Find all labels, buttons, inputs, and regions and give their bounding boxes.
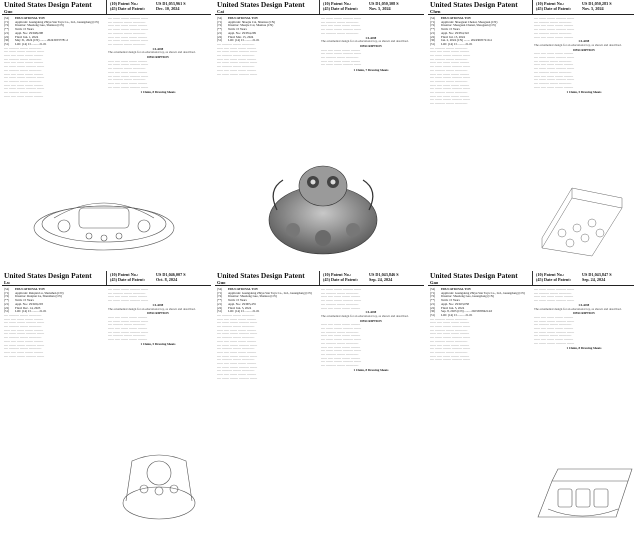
loc-class: LOC (14) Cl. ........ 21-01 — [228, 310, 260, 314]
claim-text: The ornamental design for an educational toy, as shown and described. — [321, 313, 409, 318]
patent-no-label: (10) Patent No.: — [536, 1, 565, 6]
priority: May 31, 2024 (CN) ........ 202430337781.2 — [15, 39, 69, 43]
filed: Filed: Dec. 14, 2023 — [15, 306, 41, 310]
inventor: Inventor: Shaoguan Chenai, Shaoguan (CN) — [441, 24, 496, 28]
patent-date: Sep. 24, 2024 — [582, 277, 606, 283]
loc-class: LOC (14) Cl. ........ 21-01 — [441, 42, 473, 46]
claim-text: The ornamental design for an educational toy, as shown and described. — [534, 306, 622, 311]
patent-no-label: (10) Patent No.: — [110, 272, 139, 277]
patent-no-label: (10) Patent No.: — [536, 272, 565, 277]
product-title: EDUCATIONAL TOY — [15, 17, 46, 20]
patent-header — [215, 271, 424, 286]
claim-text: The ornamental design for an educational toy, as shown and described. — [108, 50, 196, 55]
loc-class: LOC (14) Cl. ........ 21-01 — [228, 39, 260, 43]
claims-drawings: 1 Claim, 5 Drawing Sheets — [140, 342, 176, 347]
doc-title: United States Design Patent — [4, 271, 92, 280]
patent-no-label: (10) Patent No.: — [110, 1, 139, 6]
appl-no: Appl. No.: 29/923,058 — [441, 302, 469, 306]
patent-page-1: United States Design Patent Guo (10) Patent No.: US D1,053,961 S (45) Date of Patent: Dec. 10, 2024 (54) EDUCATIONAL TOY (71) Applicant: Guangdong Zhiyu Star Toys Co., Ltd., Guangdong (CN) (72) Inventor: Shaofeng Guo, Shantou (CN) (**) Term: 15 Years (21) Appl. No.: 29/948,298 (22) Filed: Jun. 1, 2024 (30) May 31, 2024 (CN) ........ 202430337781.2 (51) LOC (14) Cl. ........ 21-01 ---- ---------- -------- ------------ ---- ------- -------- ---------- ------- ------ ----- ------- -------- --------- ---- ---------- -------- ------------ ------ ----- ------- -------- --------- ---- ------- -------- ---------- ------- ---- ---------- -------- ------------ ------ ----- ------- -------- --------- ---- ------- -------- ---------- ------- ---- ---------- -------- ------------ ------ ----- ------- -------- --------- ---- ------- -------- ---------- ------- ---- ---------- -------- ------------ ------ ----- ------- -------- --------- ---- ------- -------- ---------- ------- ---- ---------- -------- ------------ ------ ----- ------- -------- --------- ---- ------- -------- ---------- ------- ---- ---------- -------- ------------ ------ ----- ------- -------- --------- ---- ------- -------- ---------- ------- ---- ---------- -------- ------------ CLAIM The ornamental design for an educational toy, as shown and described. DESCRIPTION ------ ----- ------- -------- --------- ---- ------- -------- ---------- ------- ---- ---------- -------- ------------ ------ ----- ------- -------- --------- ---- ------- -------- ---------- ------- ---- ---------- -------- ------------ ------ ----- ------- -------- --------- ---- ------- -------- ---------- ------- 1 Claim, 8 Drawing Sheets — [2, 0, 211, 263]
appl-no: Appl. No.: 29/905,455 — [228, 302, 256, 306]
patent-header — [215, 0, 424, 15]
patent-no-label: (10) Patent No.: — [323, 1, 352, 6]
loc-class: LOC (14) Cl. ........ 21-01 — [441, 313, 473, 317]
appl-no: Appl. No.: 29/929,203 — [15, 302, 43, 306]
patent-page-6: United States Design Patent Gao (10) Patent No.: US D1,043,847 S (45) Date of Patent: Sep. 24, 2024 (54) EDUCATIONAL TOY (71) Applicant: Guangdong Zhiyu Star Toys Co., Ltd., Guangdong (CN) (72) Inventor: Shaofeng Gao, Guangdong (CN) (**) Term: 15 Years (21) Appl. No.: 29/923,058 (22) Filed: Jun. 5, 2024 (30) Sep. 8, 2023 (CN) ........ 202330584214.0 (51) LOC (14) Cl. ........ 21-01 ---- ---------- -------- ------------ ------ ----- ------- -------- --------- ---- ------- -------- ---------- ------- ---- ---------- -------- ------------ ------ ----- ------- -------- --------- ---- ------- -------- ---------- ------- ---- ---------- -------- ------------ ------ ----- ------- -------- --------- ---- ------- -------- ---------- ------- ---- ---------- -------- ------------ ------ ----- ------- -------- --------- ---- ------- -------- ---------- ------- ---- ------- -------- ---------- ------- ---- ---------- -------- ------------ ------ ----- ------- -------- --------- ---- ------- -------- ---------- ------- CLAIM The ornamental design for an educational toy, as shown and described. DESCRIPTION ------ ----- ------- -------- --------- ---- ------- -------- ---------- ------- ---- ---------- -------- ------------ ------ ----- ------- -------- --------- ---- ------- -------- ---------- ------- ---- ---------- -------- ------------ ------ ----- ------- -------- --------- ---- ------- -------- ---------- ------- 1 Claim, 8 Drawing Sheets — [428, 271, 634, 534]
description-heading: DESCRIPTION — [360, 318, 382, 323]
inventor-header: Guo — [217, 279, 226, 285]
inventor-header: Cai — [217, 8, 224, 14]
claims-drawings: 1 Claim, 8 Drawing Sheets — [140, 89, 176, 94]
filed: Filed: Mar. 15, 2024 — [228, 35, 254, 39]
description-heading: DESCRIPTION — [147, 311, 169, 316]
patent-header — [2, 0, 211, 15]
claim-heading: CLAIM — [365, 310, 377, 315]
patent-header — [428, 0, 634, 15]
claim-text: The ornamental design for an educational toy, as shown and described. — [321, 39, 409, 44]
claims-drawings: 1 Claim, 7 Drawing Sheets — [353, 67, 389, 72]
patent-number: US D1,046,007 S — [156, 272, 186, 277]
loc-class: LOC (14) Cl. ........ 21-01 — [15, 310, 47, 314]
patent-page-3: United States Design Patent Chen (10) Patent No.: US D1,050,283 S (45) Date of Patent: Nov. 5, 2024 (54) EDUCATIONAL TOY (71) Applicant: Shaoguan Chenai, Shaoguan (CN) (72) Inventor: Shaoguan Chenai, Shaoguan (CN) (**) Term: 15 Years (21) Appl. No.: 29/954,322 (22) Filed: Jul. 13, 2024 (30) Jan. 2, 2024 (CN) ........ 202430057210.4 (51) LOC (14) Cl. ........ 21-01 ---- ---------- -------- ------------ ------ ----- ------- -------- --------- ---- ------- -------- ---------- ------- ---- ---------- -------- ------------ ------ ----- ------- -------- --------- ---- ------- -------- ---------- ------- ---- ---------- -------- ------------ ------ ----- ------- -------- --------- ---- ------- -------- ---------- ------- ---- ---------- -------- ------------ ------ ----- ------- -------- --------- ---- ------- -------- ---------- ------- ---- ---------- -------- ------------ ------ ----- ------- -------- --------- ---- ------- -------- ---------- ------- ---- ---------- -------- ------------ ---- ------- -------- ---------- ------- ---- ---------- -------- ------------ ------ ----- ------- -------- --------- ---- ------- -------- ---------- ------- ---- ---------- -------- ------------ ------ ----- ------- -------- --------- CLAIM The ornamental design for an educational toy, as shown and described. DESCRIPTION ------ ----- ------- -------- --------- ---- ------- -------- ---------- ------- ---- ---------- -------- ------------ ------ ----- ------- -------- --------- ---- ------- -------- ---------- ------- ---- ---------- -------- ------------ ------ ----- ------- -------- --------- ---- ------- -------- ---------- ------- ---- ---------- -------- ------------ ------ ----- ------- -------- --------- 1 Claim, 5 Drawing Sheets — [428, 0, 634, 263]
inventor: Inventor: Shaofeng Gao, Guangdong (CN) — [441, 295, 494, 299]
product-title: EDUCATIONAL TOY — [441, 288, 472, 291]
filed: Filed: Jun. 1, 2024 — [15, 35, 39, 39]
filed: Filed: Jun. 5, 2024 — [441, 306, 465, 310]
patent-no-label: (10) Patent No.: — [323, 272, 352, 277]
claim-heading: CLAIM — [152, 302, 164, 307]
patent-page-4: United States Design Patent Lu (10) Patent No.: US D1,046,007 S (45) Date of Patent: Oct. 8, 2024 (54) EDUCATIONAL TOY (71) Applicant: Ruiqian Lu, Shenzhen (CN) (72) Inventor: Ruiqian Lu, Shenzhen (CN) (**) Term: 15 Years (21) Appl. No.: 29/929,203 (22) Filed: Dec. 14, 2023 (51) LOC (14) Cl. ........ 21-01 ---- ---------- -------- ------------ ------ ----- ------- -------- --------- ---- ------- -------- ---------- ------- ---- ---------- -------- ------------ ------ ----- ------- -------- --------- ---- ------- -------- ---------- ------- ---- ---------- -------- ------------ ------ ----- ------- -------- --------- ---- ------- -------- ---------- ------- ---- ---------- -------- ------------ ------ ----- ------- -------- --------- ---- ------- -------- ---------- ------- ---- ------- -------- ---------- ------- ---- ---------- -------- ------------ ------ ----- ------- -------- --------- ---- ------- -------- ---------- ------- CLAIM The ornamental design for an educational toy, as shown and described. DESCRIPTION ------ ----- ------- -------- --------- ---- ------- -------- ---------- ------- ---- ---------- -------- ------------ ------ ----- ------- -------- --------- ---- ------- -------- ---------- ------- ---- ---------- -------- ------------ ------ ----- ------- -------- --------- 1 Claim, 5 Drawing Sheets — [2, 271, 211, 534]
patent-date: Dec. 10, 2024 — [156, 6, 180, 12]
date-label: (45) Date of Patent: — [110, 277, 145, 283]
inventor-header: Lu — [4, 279, 10, 285]
applicant: Applicant: Shaojie Cai, Shantou (CN) — [228, 20, 276, 24]
applicant: Applicant: Shaoguan Chenai, Shaoguan (CN) — [441, 20, 498, 24]
description-heading: DESCRIPTION — [573, 311, 595, 316]
inventor-header: Gao — [430, 279, 439, 285]
term: Term: 15 Years — [15, 28, 34, 32]
patent-date: Sep. 24, 2024 — [369, 277, 393, 283]
toy-drawing — [263, 150, 383, 260]
inventor: Inventor: Shaojie Cai, Shantou (CN) — [228, 24, 274, 28]
patent-page-5: United States Design Patent Guo (10) Patent No.: US D1,043,846 S (45) Date of Patent: Sep. 24, 2024 (54) EDUCATIONAL TOY (71) Applicant: Guangdong Zhiyu Star Toys Co., Ltd., Guangdong (CN) (72) Inventor: Shaofeng Guo, Shantou (CN) (**) Term: 15 Years (21) Appl. No.: 29/905,455 (22) Filed: Jun. 5, 2024 (51) LOC (14) Cl. ........ 21-01 ---- ---------- -------- ------------ ------ ----- ------- -------- --------- ---- ------- -------- ---------- ------- ---- ---------- -------- ------------ ------ ----- ------- -------- --------- ---- ------- -------- ---------- ------- ---- ---------- -------- ------------ ------ ----- ------- -------- --------- ---- ------- -------- ---------- ------- ---- ---------- -------- ------------ ------ ----- ------- -------- --------- ---- ------- -------- ---------- ------- ---- ---------- -------- ------------ ------ ----- ------- -------- --------- ---- ------- -------- ---------- ------- ---- ---------- -------- ------------ ------ ----- ------- -------- --------- ---- ------- -------- ---------- ------- ---- ------- -------- ---------- ------- ---- ---------- -------- ------------ ------ ----- ------- -------- --------- ---- ------- -------- ---------- ------- ---- ---------- -------- ------------ ------ ----- ------- -------- --------- CLAIM The ornamental design for an educational toy, as shown and described. DESCRIPTION ------ ----- ------- -------- --------- ---- ------- -------- ---------- ------- ---- ---------- -------- ------------ ------ ----- ------- -------- --------- ---- ------- -------- ---------- ------- ---- ---------- -------- ------------ ------ ----- ------- -------- --------- ---- ------- -------- ---------- ------- ---- ---------- -------- ------------ ------ ----- ------- -------- --------- ---- ------- -------- ---------- ------- ---- ---------- -------- ------------ 1 Claim, 8 Drawing Sheets — [215, 271, 424, 534]
date-label: (45) Date of Patent: — [323, 277, 358, 283]
loc-class: LOC (14) Cl. ........ 21-01 — [15, 42, 47, 46]
patent-date: Oct. 8, 2024 — [156, 277, 178, 283]
appl-no: Appl. No.: 29/948,298 — [15, 31, 43, 35]
term: Term: 15 Years — [441, 28, 460, 32]
toy-drawing — [532, 178, 632, 258]
date-label: (45) Date of Patent: — [110, 6, 145, 12]
claims-drawings: 1 Claim, 8 Drawing Sheets — [566, 346, 602, 351]
description-heading: DESCRIPTION — [360, 43, 382, 48]
claim-text: The ornamental design for an educational toy, as shown and described. — [108, 306, 196, 311]
inventor: Inventor: Ruiqian Lu, Shenzhen (CN) — [15, 295, 62, 299]
inventor: Inventor: Shaofeng Guo, Shantou (CN) — [15, 24, 64, 28]
claim-text: The ornamental design for an educational toy, as shown and described. — [534, 42, 622, 47]
patent-number: US D1,053,961 S — [156, 1, 186, 6]
description-heading: DESCRIPTION — [147, 55, 169, 60]
applicant: Applicant: Guangdong Zhiyu Star Toys Co., Ltd., Guangdong (CN) — [228, 291, 312, 295]
patent-date: Nov. 5, 2024 — [369, 6, 391, 12]
claims-drawings: 1 Claim, 8 Drawing Sheets — [353, 368, 389, 373]
claim-heading: CLAIM — [578, 39, 590, 44]
product-title: EDUCATIONAL TOY — [15, 288, 46, 291]
doc-title: United States Design Patent — [217, 0, 305, 9]
applicant: Applicant: Guangdong Zhiyu Star Toys Co., Ltd., Guangdong (CN) — [15, 20, 99, 24]
doc-title: United States Design Patent — [4, 0, 92, 9]
patent-number: US D1,043,847 S — [582, 272, 612, 277]
doc-title: United States Design Patent — [430, 271, 518, 280]
patent-header — [428, 271, 634, 286]
applicant: Applicant: Ruiqian Lu, Shenzhen (CN) — [15, 291, 64, 295]
appl-no: Appl. No.: 29/954,322 — [441, 31, 469, 35]
patent-date: Nov. 5, 2024 — [582, 6, 604, 12]
patent-header — [2, 271, 211, 286]
claim-heading: CLAIM — [365, 35, 377, 40]
filed: Filed: Jul. 13, 2024 — [441, 35, 465, 39]
filed: Filed: Jun. 5, 2024 — [228, 306, 252, 310]
claims-drawings: 1 Claim, 5 Drawing Sheets — [566, 89, 602, 94]
product-title: EDUCATIONAL TOY — [228, 17, 259, 20]
product-title: EDUCATIONAL TOY — [228, 288, 259, 291]
term: Term: 15 Years — [228, 28, 247, 32]
date-label: (45) Date of Patent: — [536, 277, 571, 283]
priority: Jan. 2, 2024 (CN) ........ 202430057210.4 — [441, 39, 492, 43]
term: Term: 15 Years — [228, 299, 247, 303]
inventor: Inventor: Shaofeng Guo, Shantou (CN) — [228, 295, 277, 299]
toy-drawing — [24, 178, 184, 258]
doc-title: United States Design Patent — [430, 0, 518, 9]
patent-number: US D1,043,846 S — [369, 272, 399, 277]
date-label: (45) Date of Patent: — [323, 6, 358, 12]
claim-heading: CLAIM — [578, 302, 590, 307]
priority: Sep. 8, 2023 (CN) ........ 202330584214.0 — [441, 310, 493, 314]
toy-drawing — [114, 441, 204, 531]
product-title: EDUCATIONAL TOY — [441, 17, 472, 20]
date-label: (45) Date of Patent: — [536, 6, 571, 12]
inventor-header: Guo — [4, 8, 13, 14]
description-heading: DESCRIPTION — [573, 47, 595, 52]
claim-heading: CLAIM — [152, 46, 164, 51]
patent-number: US D1,050,308 S — [369, 1, 399, 6]
toy-drawing — [532, 459, 634, 529]
inventor-header: Chen — [430, 8, 441, 14]
term: Term: 15 Years — [441, 299, 460, 303]
patent-number: US D1,050,283 S — [582, 1, 612, 6]
patent-page-2: United States Design Patent Cai (10) Patent No.: US D1,050,308 S (45) Date of Patent: Nov. 5, 2024 (54) EDUCATIONAL TOY (71) Applicant: Shaojie Cai, Shantou (CN) (72) Inventor: Shaojie Cai, Shantou (CN) (**) Term: 15 Years (21) Appl. No.: 29/954,299 (22) Filed: Mar. 15, 2024 (51) LOC (14) Cl. ........ 21-01 ---- ---------- -------- ------------ ------ ----- ------- -------- --------- ---- ------- -------- ---------- ------- ---- ---------- -------- ------------ ------ ----- ------- -------- --------- ---- ------- -------- ---------- ------- ---- ---------- -------- ------------ ------ ----- ------- -------- --------- ---- ------- -------- ---------- ------- ---- ------- -------- ---------- ------- ---- ---------- -------- ------------ ------ ----- ------- -------- --------- ---- ------- -------- ---------- ------- ---- ---------- -------- ------------ CLAIM The ornamental design for an educational toy, as shown and described. DESCRIPTION ------ ----- ------- -------- --------- ---- ------- -------- ---------- ------- ---- ---------- -------- ------------ ------ ----- ------- -------- --------- ---- ------- -------- ---------- ------- 1 Claim, 7 Drawing Sheets — [215, 0, 424, 263]
term: Term: 15 Years — [15, 299, 34, 303]
appl-no: Appl. No.: 29/954,299 — [228, 31, 256, 35]
doc-title: United States Design Patent — [217, 271, 305, 280]
applicant: Applicant: Guangdong Zhiyu Star Toys Co., Ltd., Guangdong (CN) — [441, 291, 525, 295]
